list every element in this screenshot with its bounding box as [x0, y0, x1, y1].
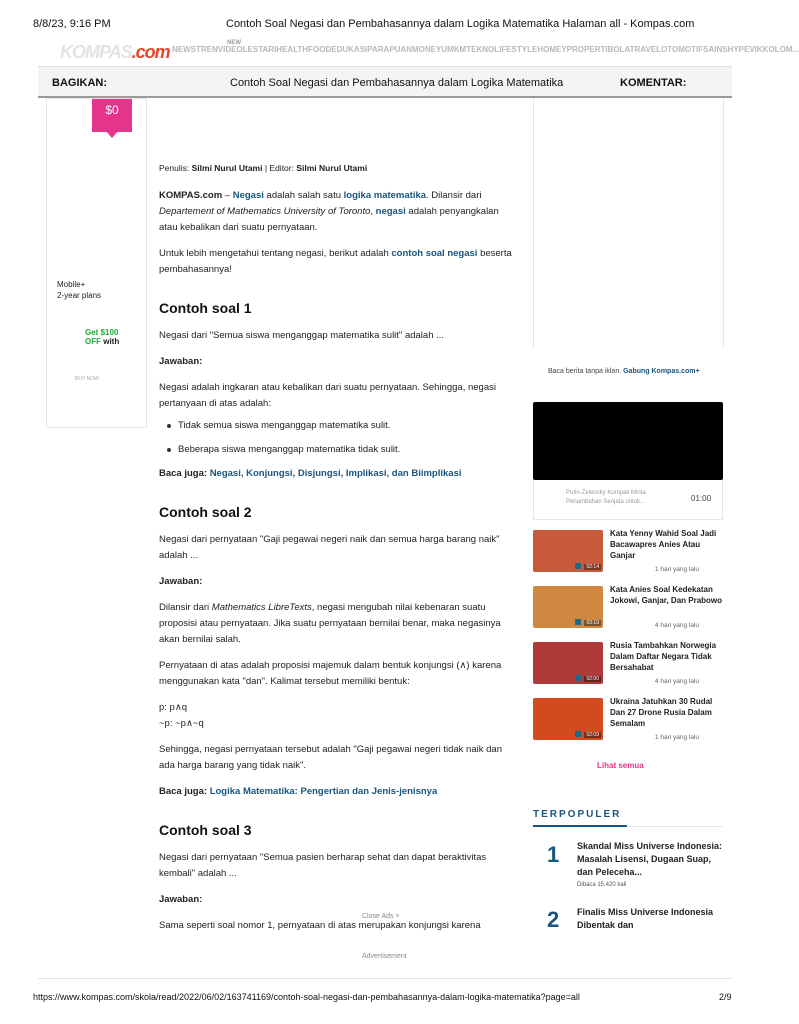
print-timestamp: 8/8/23, 9:16 PM [33, 18, 111, 30]
heading-soal-2: Contoh soal 2 [159, 504, 252, 520]
print-header [0, 0, 768, 36]
news-title[interactable]: Ukraina Jatuhkan 30 Rudal Dan 27 Drone Rusia Dalam Semalam [610, 697, 713, 728]
negasi-link-2[interactable]: negasi [375, 206, 406, 217]
news-item[interactable] [533, 698, 723, 748]
popular-rank: 2 [547, 907, 560, 932]
kompas-logo[interactable]: KOMPAS.com [60, 42, 170, 62]
share-label[interactable]: BAGIKAN: [52, 77, 107, 89]
baca-juga-1: Baca juga: Negasi, Konjungsi, Disjungsi, Implikasi, dan Biimplikasi [159, 468, 462, 479]
baca-juga-2: Baca juga: Logika Matematika: Pengertian dan Jenis-jenisnya [159, 786, 438, 797]
price-tag: $0 [92, 99, 132, 132]
news-item[interactable] [533, 642, 723, 692]
editor-link[interactable]: Silmi Nurul Utami [296, 163, 368, 173]
answer-2c: Sehingga, negasi pernyataan tersebut adalah "Gaji pegawai negeri tidak naik dan ada harga barang yang tidak naik". [159, 744, 502, 771]
video-player[interactable] [533, 402, 723, 480]
buy-now-button[interactable]: BUY NOW [75, 376, 99, 382]
popular-rank: 1 [547, 842, 560, 867]
news-thumbnail[interactable]: 03:19 [533, 586, 603, 628]
negasi-link[interactable]: Negasi [232, 190, 264, 201]
comment-label[interactable]: KOMENTAR: [620, 77, 687, 89]
bullet-item: Beberapa siswa menganggap matematika tidak sulit. [167, 442, 515, 458]
intro-paragraph: KOMPAS.com – Negasi adalah salah satu logika matematika. Dilansir dari Departement of Mathematics University of Toronto, negasi adalah penyangkalan atau kebalikan dari suatu pernyataan. [159, 190, 499, 233]
gabung-link[interactable]: Gabung Kompas.com+ [623, 368, 700, 375]
page-url: https://www.kompas.com/skola/read/2022/06/02/163741169/contoh-soal-negasi-dan-pembahasannya-dalam-logika-matematika?page=all [33, 992, 580, 1002]
video-duration: 01:00 [691, 494, 712, 503]
ad-offer-text: Get $100 OFF with [85, 328, 120, 346]
see-all-link[interactable]: Lihat semua [597, 761, 644, 770]
answer-label-3: Jawaban: [159, 894, 203, 905]
ad-plan-text: Mobile+ 2-year plans [57, 280, 102, 300]
popular-read-count: Dibaca 15.420 kali [577, 882, 627, 888]
news-time: 1 hari yang lalu [654, 734, 699, 741]
news-thumbnail[interactable]: 02:00 [533, 642, 603, 684]
new-badge: NEW [227, 40, 241, 46]
byline: Penulis: Silmi Nurul Utami | Editor: Silmi Nurul Utami [159, 163, 368, 173]
answer-1: Negasi adalah ingkaran atau kebalikan dari suatu pernyataan. Sehingga, negasi pertanyaan di atas adalah: [159, 382, 496, 409]
baca-juga-link-2[interactable]: Logika Matematika: Pengertian dan Jenis-jenisnya [209, 786, 438, 797]
heading-soal-3: Contoh soal 3 [159, 822, 252, 838]
print-page-title: Contoh Soal Negasi dan Pembahasannya dalam Logika Matematika Halaman all - Kompas.com [226, 18, 695, 30]
heading-soal-1: Contoh soal 1 [159, 300, 252, 316]
logika-matematika-link[interactable]: logika matematika [343, 190, 427, 201]
terpopuler-rule [627, 826, 723, 827]
right-ad-slot [533, 98, 724, 348]
news-title[interactable]: Kata Anies Soal Kedekatan Jokowi, Ganjar, Dan Prabowo [610, 585, 723, 605]
nav-links[interactable]: NEWSTRENVIDEOLESTARIHEALTHFOODEDUKASIPARAPUANMONEYUMKMTEKNOLIFESTYLEHOMEYPROPERTIBOLATRAVELOTOMOTIFSAINSHYPEVIKKOLOM... [172, 45, 799, 54]
left-ad[interactable] [46, 98, 147, 428]
question-3: Negasi dari pernyataan "Semua pasien berharap sehat dan dapat beraktivitas kembali" adalah ... [159, 852, 487, 879]
news-time: 1 hari yang lalu [654, 566, 699, 573]
answer-2b: Pernyataan di atas adalah proposisi majemuk dalam bentuk konjungsi (∧) karena menggunakan kata "dan". Kalimat tersebut memiliki bentuk: [159, 660, 502, 687]
question-1: Negasi dari "Semua siswa menganggap matematika sulit" adalah ... [159, 330, 445, 341]
author-link[interactable]: Silmi Nurul Utami [191, 163, 263, 173]
answer-3: Sama seperti soal nomor 1, pernyataan di atas merupakan konjungsi karena [159, 920, 481, 931]
close-ads-button[interactable]: Close Ads × [362, 913, 400, 920]
ad-free-note: Baca berita tanpa iklan. Gabung Kompas.com+ [548, 368, 700, 375]
popular-title[interactable]: Skandal Miss Universe Indonesia: Masalah Lisensi, Dugaan Suap, dan Peleceha... [577, 841, 723, 877]
answer-label-1: Jawaban: [159, 356, 203, 367]
news-title[interactable]: Kata Yenny Wahid Soal Jadi Bacawapres Anies Atau Ganjar [610, 529, 717, 560]
logic-form: p: p∧q ~p: ~p∧~q [159, 702, 204, 729]
answer-bullets [167, 418, 515, 458]
terpopuler-underline [533, 825, 627, 827]
popular-item[interactable] [547, 906, 727, 932]
top-nav [0, 36, 799, 66]
news-time: 4 hari yang lalu [654, 622, 699, 629]
bullet-item: Tidak semua siswa menganggap matematika sulit. [167, 418, 515, 434]
answer-2: Dilansir dari Mathematics LibreTexts, negasi mengubah nilai kebenaran suatu proposisi atau pernyataan. Jika suatu pernyataan bernilai benar, maka negasinya akan bernilai salah. [159, 602, 501, 645]
popular-item[interactable] [547, 840, 727, 895]
baca-juga-link-1[interactable]: Negasi, Konjungsi, Disjungsi, Implikasi, dan Biimplikasi [209, 468, 462, 479]
news-title[interactable]: Rusia Tambahkan Norwegia Dalam Daftar Negara Tidak Bersahabat [610, 641, 717, 672]
terpopuler-heading: TERPOPULER [533, 809, 622, 820]
news-thumbnail[interactable]: 02:14 [533, 530, 603, 572]
video-caption-bar[interactable] [533, 480, 723, 520]
page-number: 2/9 [719, 992, 732, 1002]
news-time: 4 hari yang lalu [654, 678, 699, 685]
article-body [159, 160, 515, 930]
share-bar [38, 66, 732, 98]
news-item[interactable] [533, 586, 723, 636]
news-thumbnail[interactable]: 02:09 [533, 698, 603, 740]
advertisement-label: Advertisement [362, 953, 407, 960]
news-item[interactable] [533, 530, 723, 580]
question-2: Negasi dari pernyataan "Gaji pegawai negeri naik dan semua harga barang naik" adalah ... [159, 534, 500, 561]
footer-rule [38, 978, 732, 979]
intro-paragraph-2: Untuk lebih mengetahui tentang negasi, berikut adalah contoh soal negasi beserta pembahasannya! [159, 248, 512, 275]
answer-label-2: Jawaban: [159, 576, 203, 587]
share-bar-title: Contoh Soal Negasi dan Pembahasannya dalam Logika Matematika [230, 77, 564, 89]
popular-title[interactable]: Finalis Miss Universe Indonesia Dibentak dan [577, 907, 714, 930]
video-caption: Putin-Zelensky Kompak Minta Penambahan Senjata untuk... [566, 490, 646, 505]
contoh-soal-negasi-link[interactable]: contoh soal negasi [391, 248, 478, 259]
